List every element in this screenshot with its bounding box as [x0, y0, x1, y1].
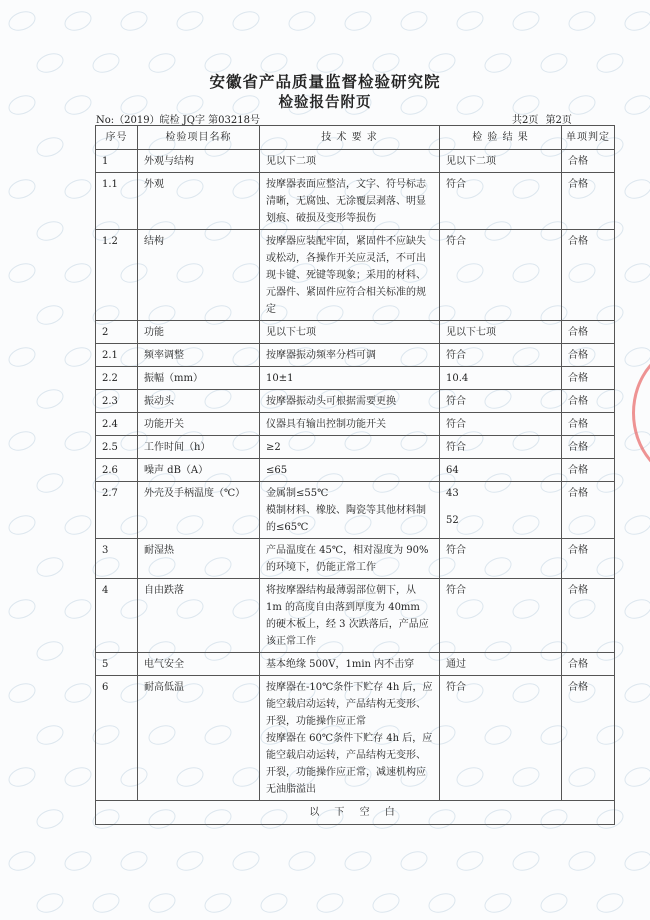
row-number: 2 [96, 321, 138, 344]
current-page: 第2页 [545, 115, 572, 126]
row-verdict: 合格 [562, 390, 615, 413]
table-row [96, 321, 615, 344]
row-verdict: 合格 [562, 367, 615, 390]
table-row [96, 173, 615, 230]
row-requirement: 按摩器应装配牢固，紧固件不应缺失或松动，各操作开关应灵活，不可出现卡键、死键等现象；采用的材料、元器件、紧固件应符合相关标准的规定 [260, 230, 440, 321]
table-row [96, 390, 615, 413]
table-row [96, 150, 615, 173]
row-verdict: 合格 [562, 482, 615, 539]
row-item-name: 外观 [138, 173, 260, 230]
row-item-name: 振幅（mm） [138, 367, 260, 390]
col-header-verdict: 单项判定 [562, 126, 615, 150]
row-item-name: 自由跌落 [138, 579, 260, 653]
table-row [96, 653, 615, 676]
row-result: 见以下七项 [440, 321, 562, 344]
row-item-name: 耐高低温 [138, 676, 260, 801]
row-requirement: 按摩器表面应整洁，文字、符号标志清晰，无腐蚀、无涂覆层剥落、明显划痕、破损及变形等损伤 [260, 173, 440, 230]
requirement-line: 按摩器在 60℃条件下贮存 4h 后，应能空载启动运转，产品结构无变形、开裂，功能操作应正常，减速机构应无油脂溢出 [266, 733, 433, 795]
row-result: 符合 [440, 230, 562, 321]
table-row [96, 230, 615, 321]
row-verdict: 合格 [562, 579, 615, 653]
row-number: 2.2 [96, 367, 138, 390]
row-requirement: 基本绝缘 500V，1min 内不击穿 [260, 653, 440, 676]
row-item-name: 工作时间（h） [138, 436, 260, 459]
row-number: 1.2 [96, 230, 138, 321]
row-result: 符合 [440, 390, 562, 413]
table-row [96, 676, 615, 801]
table-row [96, 413, 615, 436]
table-row [96, 482, 615, 539]
table-footer-row [96, 801, 615, 825]
col-header-result: 检 验 结 果 [440, 126, 562, 150]
row-result: 符合 [440, 344, 562, 367]
row-item-name: 频率调整 [138, 344, 260, 367]
inspection-table [95, 125, 615, 825]
row-requirement: 见以下七项 [260, 321, 440, 344]
col-header-requirement: 技 术 要 求 [260, 126, 440, 150]
row-item-name: 功能 [138, 321, 260, 344]
row-result: 64 [440, 459, 562, 482]
row-item-name: 振动头 [138, 390, 260, 413]
row-requirement: ≤65 [260, 459, 440, 482]
row-number: 2.7 [96, 482, 138, 539]
row-requirement: 见以下二项 [260, 150, 440, 173]
report-number: No:（2019）皖检 JQ字 第03218号 [96, 115, 260, 126]
row-requirement: 按摩器振动头可根据需要更换 [260, 390, 440, 413]
row-verdict: 合格 [562, 344, 615, 367]
col-header-no: 序号 [96, 126, 138, 150]
row-result: 符合 [440, 676, 562, 801]
requirement-line: 金属制≤55℃ [266, 488, 329, 499]
table-row [96, 539, 615, 579]
row-item-name: 外观与结构 [138, 150, 260, 173]
row-verdict: 合格 [562, 413, 615, 436]
row-requirement: 产品温度在 45℃，相对湿度为 90% 的环境下，仍能正常工作 [260, 539, 440, 579]
row-result [440, 482, 562, 539]
table-row [96, 436, 615, 459]
row-result: 符合 [440, 173, 562, 230]
row-number: 1 [96, 150, 138, 173]
row-number: 2.1 [96, 344, 138, 367]
row-number: 2.6 [96, 459, 138, 482]
row-result: 符合 [440, 579, 562, 653]
row-item-name: 电气安全 [138, 653, 260, 676]
row-item-name: 噪声 dB（A） [138, 459, 260, 482]
row-item-name: 耐湿热 [138, 539, 260, 579]
requirement-line: 按摩器在-10℃条件下贮存 4h 后，应能空载启动运转，产品结构无变形、开裂，功能操作应正常 [266, 682, 433, 727]
row-verdict: 合格 [562, 653, 615, 676]
row-verdict: 合格 [562, 150, 615, 173]
page-info [508, 111, 572, 126]
row-verdict: 合格 [562, 321, 615, 344]
row-item-name: 外壳及手柄温度（℃） [138, 482, 260, 539]
row-result: 符合 [440, 413, 562, 436]
row-number: 4 [96, 579, 138, 653]
row-result: 通过 [440, 653, 562, 676]
institute-title: 安徽省产品质量监督检验研究院 [209, 72, 441, 91]
total-pages: 共2页 [512, 115, 539, 126]
blank-below-note: 以 下 空 白 [96, 801, 615, 825]
row-result: 符合 [440, 436, 562, 459]
row-number: 5 [96, 653, 138, 676]
row-number: 1.1 [96, 173, 138, 230]
row-item-name: 结构 [138, 230, 260, 321]
row-number: 2.3 [96, 390, 138, 413]
row-verdict: 合格 [562, 539, 615, 579]
table-row [96, 344, 615, 367]
row-requirement: 仪器具有输出控制功能开关 [260, 413, 440, 436]
row-verdict: 合格 [562, 436, 615, 459]
requirement-line: 模制材料、橡胶、陶瓷等其他材料制的≤65℃ [266, 505, 426, 533]
red-seal-stamp [632, 345, 650, 475]
row-result: 见以下二项 [440, 150, 562, 173]
row-result: 10.4 [440, 367, 562, 390]
row-requirement: ≥2 [260, 436, 440, 459]
row-verdict: 合格 [562, 676, 615, 801]
col-header-item: 检验项目名称 [138, 126, 260, 150]
row-requirement [260, 676, 440, 801]
report-subtitle: 检验报告附页 [278, 94, 372, 111]
row-number: 2.5 [96, 436, 138, 459]
result-line: 43 [446, 488, 459, 499]
table-row [96, 579, 615, 653]
row-number: 6 [96, 676, 138, 801]
row-requirement: 10±1 [260, 367, 440, 390]
table-header-row [96, 126, 615, 150]
result-line: 52 [446, 515, 459, 526]
row-result: 符合 [440, 539, 562, 579]
row-number: 3 [96, 539, 138, 579]
row-number: 2.4 [96, 413, 138, 436]
row-requirement: 按摩器振动频率分档可调 [260, 344, 440, 367]
row-verdict: 合格 [562, 230, 615, 321]
row-item-name: 功能开关 [138, 413, 260, 436]
row-verdict: 合格 [562, 173, 615, 230]
row-verdict: 合格 [562, 459, 615, 482]
table-row [96, 367, 615, 390]
table-row [96, 459, 615, 482]
row-requirement: 将按摩器结构最薄弱部位朝下，从 1m 的高度自由落到厚度为 40mm 的硬木板上，经 3 次跌落后，产品应该正常工作 [260, 579, 440, 653]
row-requirement [260, 482, 440, 539]
